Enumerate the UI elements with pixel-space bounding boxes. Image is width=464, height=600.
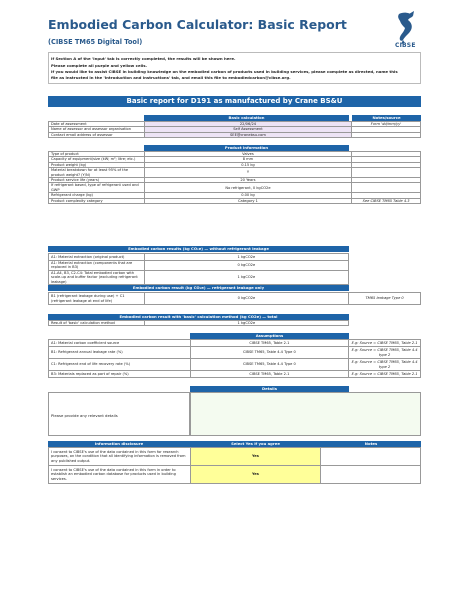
notice-box: [48, 52, 421, 84]
report-banner: Basic report for D191 as manufactured by Crane BS&U: [48, 96, 421, 107]
table-row: [49, 340, 421, 347]
ec-total-header: Embodied carbon result with 'basic' calculation method (kg CO2e) — total: [48, 314, 349, 320]
table-row: [49, 198, 421, 203]
row-label: A1: Material extraction (components that are replaced in B3): [49, 261, 145, 271]
notes-source-header: Notes/source: [352, 115, 421, 121]
row-label: Name of assessor and assessor organisation: [49, 127, 145, 132]
assessor-name-field[interactable]: Self Assessment: [144, 127, 351, 132]
notice-line: If Section A of the 'Input' tab is correctly completed, the results will be shown here.: [51, 56, 236, 61]
row-value: 0.00 kg: [144, 193, 351, 198]
details-label: Please provide any relevant details: [51, 413, 118, 418]
row-note: E.g: Source = CIBSE TM65, Table 4.4 type 2: [349, 347, 421, 359]
consent-database-select[interactable]: Yes: [190, 466, 321, 484]
email-field[interactable]: SEE@cranebsu.com: [144, 132, 351, 137]
consent-research-select[interactable]: Yes: [190, 448, 321, 466]
row-label: Product service life (years): [49, 178, 145, 183]
table-row: [49, 466, 421, 484]
notice-line: file as instructed in the 'Introduction and instructions' tab, and email this file to embodiedcarbon@cibse.org.: [51, 74, 291, 80]
notice-line: If you would like to assist CIBSE in building knowledge on the embodied carbon of products used in building services, please complete as directed, name this: [51, 69, 398, 75]
row-value: 0 kgCO2e: [144, 261, 348, 271]
table-row: [49, 183, 421, 193]
table-row: [49, 321, 349, 326]
row-label: B3: Materials replaced as part of repair (%): [49, 371, 191, 378]
row-label: Contact email address of assessor: [49, 132, 145, 137]
row-note: E.g: Source = CIBSE TM65, Table 4.4 type 2: [349, 359, 421, 371]
assumptions-table: [48, 339, 421, 378]
consent-label: I consent to CIBSE's use of the data contained in this form in order to establish an embodied carbon database for products used in building services.: [49, 466, 191, 484]
row-label: B1: Refrigerant annual leakage rate (%): [49, 347, 191, 359]
row-value: CIBSE TM65, Table 4.4 Type 0: [190, 347, 349, 359]
row-label: Product weight (kg): [49, 162, 145, 167]
row-label: C1: Refrigerant end of life recovery rate (%): [49, 359, 191, 371]
row-label: Date of assessment: [49, 122, 145, 127]
notes-cell[interactable]: [321, 448, 421, 466]
row-label: Type of product: [49, 152, 145, 157]
assumptions-header: Assumptions: [190, 333, 349, 339]
row-value: 0.15 kg: [144, 162, 351, 167]
row-note: [352, 183, 421, 193]
row-label: A1-A4, B3, C2-C4: Total embodied carbon with scale-up and buffer factor (excluding refrigerant leakage): [49, 270, 145, 284]
row-value: Valves: [144, 152, 351, 157]
date-field[interactable]: 22/06/24: [144, 122, 351, 127]
row-value: 1 kgCO2e: [144, 270, 348, 284]
notes-cell[interactable]: [321, 466, 421, 484]
row-value: 20 Years: [144, 178, 351, 183]
row-label: Refrigerant charge (kg): [49, 193, 145, 198]
table-row: [49, 359, 421, 371]
table-row: [49, 270, 349, 284]
info-disclosure-table: [48, 447, 421, 484]
table-row: [49, 448, 421, 466]
row-label: A1: Material extraction (original product): [49, 254, 145, 261]
ec-refrig-header: Embodied carbon result (kg CO₂e) — refrigerant leakage only: [48, 285, 349, 291]
table-row: [49, 293, 421, 305]
details-input[interactable]: [190, 392, 421, 436]
row-label: Capacity of equipment/size (kW; m²; litre; etc.): [49, 157, 145, 162]
consent-label: I consent to CIBSE's use of the data contained in this form for research purposes, on the condition that all identifying information is removed from any published output.: [49, 448, 191, 466]
cibse-logo-text: CIBSE: [395, 42, 416, 49]
table-row: [49, 347, 421, 359]
info-disclosure-header: Information disclosure: [48, 441, 190, 447]
ec-results-table: [48, 253, 349, 285]
notes-header: Notes: [321, 441, 421, 447]
table-row: [49, 132, 421, 137]
row-value: Category 1: [144, 198, 351, 203]
row-note: [352, 132, 421, 137]
ec-total-table: [48, 320, 349, 326]
row-note: E.g: Source = CIBSE TM65, Table 2.1: [349, 371, 421, 378]
row-note: [352, 168, 421, 178]
basic-calc-header: Basic calculation: [144, 115, 349, 121]
table-row: [49, 254, 349, 261]
table-row: [49, 261, 349, 271]
row-note: See CIBSE TM65 Table 4.3: [352, 198, 421, 203]
row-value: 1 kgCO2e: [144, 254, 348, 261]
row-label: Material breakdown for at least 95% of the product weight? (Y/N): [49, 168, 145, 178]
row-label: B1 (refrigerant leakage during use) + C1 (refrigerant leakage at end of life): [49, 293, 145, 305]
row-value: CIBSE TM65, Table 4.4 Type 0: [190, 359, 349, 371]
ec-refrig-table: [48, 292, 421, 305]
row-note: E.g: Source = CIBSE TM65, Table 2.1: [349, 340, 421, 347]
row-value: CIBSE TM65, Table 2.1: [190, 371, 349, 378]
row-value: CIBSE TM65, Table 2.1: [190, 340, 349, 347]
row-value: Y: [144, 168, 351, 178]
row-note: TM65 leakage Type 0: [349, 293, 421, 305]
row-label: Result of 'basic' calculation method: [49, 321, 145, 326]
row-value: 0 kgCO2e: [144, 293, 348, 305]
table-row: [49, 168, 421, 178]
product-info-table: [48, 151, 421, 204]
details-header: Details: [190, 386, 349, 392]
row-label: A1: Material carbon coefficient source: [49, 340, 191, 347]
details-label-cell: [48, 392, 190, 436]
ec-results-header: Embodied carbon results (kg CO₂e) — without refrigerant leakage: [48, 246, 349, 252]
table-row: [49, 371, 421, 378]
row-value: No refrigerant, 0 kgCO2e: [144, 183, 351, 193]
row-label: If refrigerant based, type of refrigerant used and GWP: [49, 183, 145, 193]
product-info-header: Product information: [144, 145, 349, 151]
basic-calc-table: [48, 121, 421, 138]
select-yes-header: Select Yes if you agree: [190, 441, 321, 447]
page-title: Embodied Carbon Calculator: Basic Report: [48, 17, 347, 32]
page-subtitle: (CIBSE TM65 Digital Tool): [48, 38, 143, 46]
notice-line: Please complete all purple and yellow cells.: [51, 62, 148, 68]
row-value: 1 kgCO2e: [144, 321, 348, 326]
row-value: 8 mm: [144, 157, 351, 162]
row-label: Product complexity category: [49, 198, 145, 203]
row-note: Form 'dd/mm/yy': [352, 122, 421, 127]
